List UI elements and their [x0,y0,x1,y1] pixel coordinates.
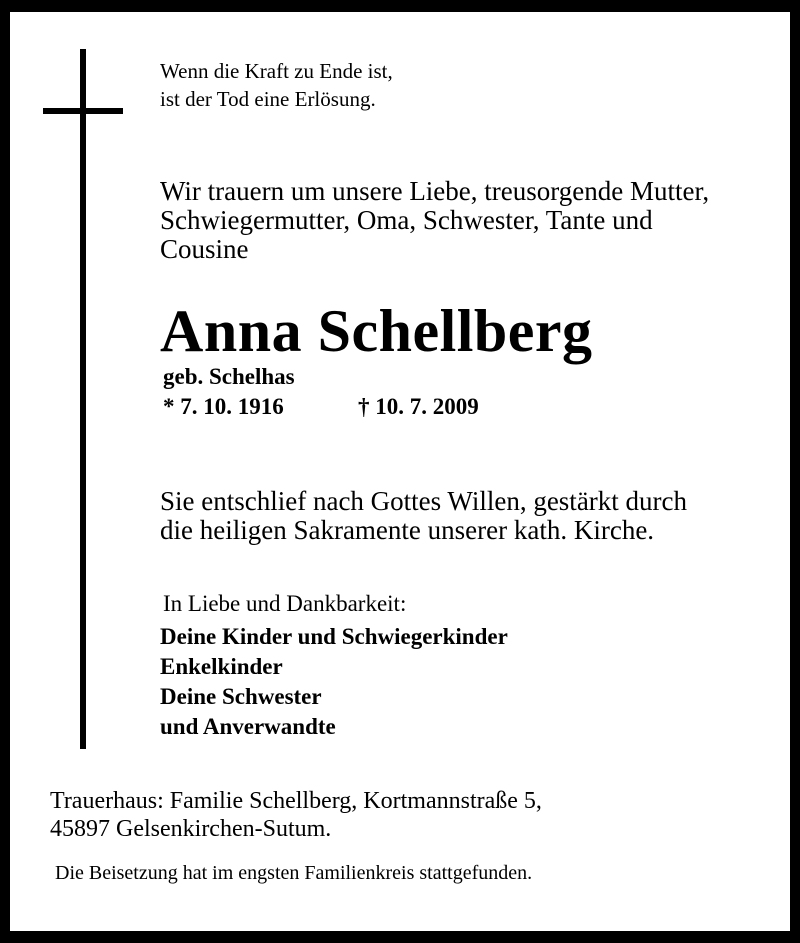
address-line: Trauerhaus: Familie Schellberg, Kortmannstraße 5, [50,788,542,814]
motto-line: Wenn die Kraft zu Ende ist, [160,59,393,83]
closing-phrase: In Liebe und Dankbarkeit: [163,591,407,616]
mourners-list [160,622,508,742]
mourner-entry: und Anverwandte [160,714,336,739]
motto [160,57,393,113]
obituary-card [10,12,790,931]
passing-line: Sie entschlief nach Gottes Willen, gestärkt durch [160,486,688,516]
mourning-intro [160,177,709,264]
birth-date: * 7. 10. 1916 [163,394,284,419]
house-of-mourning [50,787,542,843]
mourner-entry: Deine Schwester [160,684,322,709]
intro-line: Schwiegermutter, Oma, Schwester, Tante und [160,205,653,235]
cross-icon-crossbar [43,108,123,114]
intro-line: Wir trauern um unsere Liebe, treusorgende Mutter, [160,176,710,206]
birth-name: geb. Schelhas [163,364,295,389]
passing-text [160,487,687,545]
mourner-entry: Deine Kinder und Schwiegerkinder [160,624,508,649]
intro-line: Cousine [160,234,249,264]
burial-notice: Die Beisetzung hat im engsten Familienkreis stattgefunden. [55,862,533,884]
mourner-entry: Enkelkinder [160,654,283,679]
cross-icon [80,49,86,749]
passing-line: die heiligen Sakramente unserer kath. Kirche. [160,515,655,545]
address-line: 45897 Gelsenkirchen-Sutum. [50,816,332,842]
death-date: † 10. 7. 2009 [358,394,479,419]
motto-line: ist der Tod eine Erlösung. [160,87,376,111]
deceased-name: Anna Schellberg [160,298,593,364]
